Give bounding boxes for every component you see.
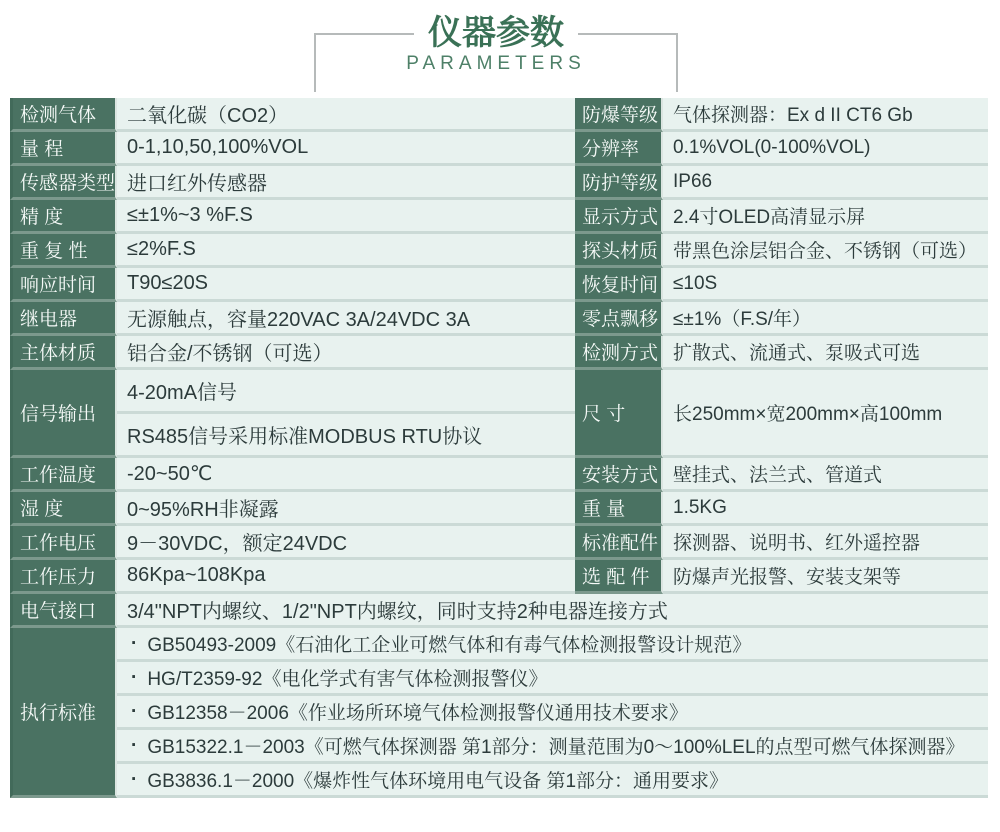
spec-value: 探测器、说明书、红外遥控器: [663, 526, 988, 560]
table-row: [10, 268, 988, 302]
spec-label: 显示方式: [575, 200, 663, 234]
standard-text: GB3836.1－2000《爆炸性气体环境用电气设备 第1部分：通用要求》: [147, 771, 729, 792]
spec-label: 探头材质: [575, 234, 663, 268]
standard-text: GB50493-2009《石油化工企业可燃气体和有毒气体检测报警设计规范》: [147, 635, 752, 656]
spec-value: 4-20mA信号: [117, 370, 575, 414]
table-row: [10, 132, 988, 166]
spec-value: 0-1,10,50,100%VOL: [117, 132, 575, 166]
table-row: [10, 98, 988, 132]
spec-label: 量 程: [10, 132, 117, 166]
spec-label: 工作温度: [10, 458, 117, 492]
spec-label: 检测气体: [10, 98, 117, 132]
spec-value: -20~50℃: [117, 458, 575, 492]
spec-label: 电气接口: [10, 594, 117, 628]
spec-value: 带黑色涂层铝合金、不锈钢（可选）: [663, 234, 988, 268]
standard-item: [117, 730, 988, 764]
spec-label: 工作电压: [10, 526, 117, 560]
spec-value: 进口红外传感器: [117, 166, 575, 200]
spec-label: 恢复时间: [575, 268, 663, 302]
spec-label: 响应时间: [10, 268, 117, 302]
spec-value: RS485信号采用标准MODBUS RTU协议: [117, 414, 575, 458]
spec-value: 9－30VDC，额定24VDC: [117, 526, 575, 560]
standard-text: GB12358－2006《作业场所环境气体检测报警仪通用技术要求》: [147, 703, 688, 724]
spec-value: 壁挂式、法兰式、管道式: [663, 458, 988, 492]
spec-value: ≤±1%~3 %F.S: [117, 200, 575, 234]
spec-label: 防护等级: [575, 166, 663, 200]
bullet-icon: ·: [131, 632, 138, 654]
table-row-signal-output: [10, 370, 988, 458]
standard-item: [117, 662, 988, 696]
spec-label: 分辨率: [575, 132, 663, 166]
standard-item: [117, 628, 988, 662]
table-row: [10, 200, 988, 234]
spec-value: ≤±1%（F.S/年）: [663, 302, 988, 336]
spec-value: T90≤20S: [117, 268, 575, 302]
signal-value-stack: [117, 370, 575, 458]
spec-label: 标准配件: [575, 526, 663, 560]
standard-item: [117, 696, 988, 730]
table-row-electrical-interface: [10, 594, 988, 628]
spec-label: 重 量: [575, 492, 663, 526]
spec-value: ≤10S: [663, 268, 988, 302]
table-row: [10, 336, 988, 370]
spec-label: 零点飘移: [575, 302, 663, 336]
page-subtitle: PARAMETERS: [406, 53, 586, 74]
spec-value: ≤2%F.S: [117, 234, 575, 268]
table-row-standards: [10, 628, 988, 798]
spec-value: 2.4寸OLED高清显示屏: [663, 200, 988, 234]
spec-value: 铝合金/不锈钢（可选）: [117, 336, 575, 370]
spec-value: 1.5KG: [663, 492, 988, 526]
bullet-icon: ·: [131, 666, 138, 688]
spec-label: 重 复 性: [10, 234, 117, 268]
spec-value: 0~95%RH非凝露: [117, 492, 575, 526]
spec-value: 扩散式、流通式、泵吸式可选: [663, 336, 988, 370]
spec-label: 尺 寸: [575, 370, 663, 458]
table-row: [10, 492, 988, 526]
spec-label: 精 度: [10, 200, 117, 234]
table-row: [10, 302, 988, 336]
table-row: [10, 166, 988, 200]
spec-value: IP66: [663, 166, 988, 200]
spec-value: 防爆声光报警、安装支架等: [663, 560, 988, 594]
standard-text: GB15322.1－2003《可燃气体探测器 第1部分：测量范围为0～100%LEL的点型可燃气体探测器》: [147, 737, 965, 758]
spec-value: 长250mm×宽200mm×高100mm: [663, 370, 988, 458]
title-bracket-frame: [314, 14, 678, 92]
spec-label: 主体材质: [10, 336, 117, 370]
spec-label: 执行标准: [10, 628, 117, 798]
standard-text: HG/T2359-92《电化学式有害气体检测报警仪》: [147, 669, 548, 690]
page-title: 仪器参数: [414, 11, 578, 55]
spec-label: 检测方式: [575, 336, 663, 370]
spec-value: 0.1%VOL(0-100%VOL): [663, 132, 988, 166]
spec-label: 继电器: [10, 302, 117, 336]
spec-value: 3/4"NPT内螺纹、1/2"NPT内螺纹，同时支持2种电器连接方式: [117, 594, 988, 628]
spec-label: 安装方式: [575, 458, 663, 492]
spec-value: 无源触点，容量220VAC 3A/24VDC 3A: [117, 302, 575, 336]
parameters-table: [10, 98, 988, 798]
spec-label: 防爆等级: [575, 98, 663, 132]
spec-value: 二氧化碳（CO2）: [117, 98, 575, 132]
table-row: [10, 560, 988, 594]
spec-value: 86Kpa~108Kpa: [117, 560, 575, 594]
bullet-icon: ·: [131, 734, 138, 756]
table-row: [10, 526, 988, 560]
spec-label: 工作压力: [10, 560, 117, 594]
spec-label: 湿 度: [10, 492, 117, 526]
bullet-icon: ·: [131, 700, 138, 722]
table-row: [10, 234, 988, 268]
standard-item: [117, 764, 988, 798]
standards-list: [117, 628, 988, 798]
bullet-icon: ·: [131, 768, 138, 790]
spec-value: 气体探测器：Ex d II CT6 Gb: [663, 98, 988, 132]
spec-label: 选 配 件: [575, 560, 663, 594]
table-row: [10, 458, 988, 492]
spec-label: 传感器类型: [10, 166, 117, 200]
spec-label: 信号输出: [10, 370, 117, 458]
